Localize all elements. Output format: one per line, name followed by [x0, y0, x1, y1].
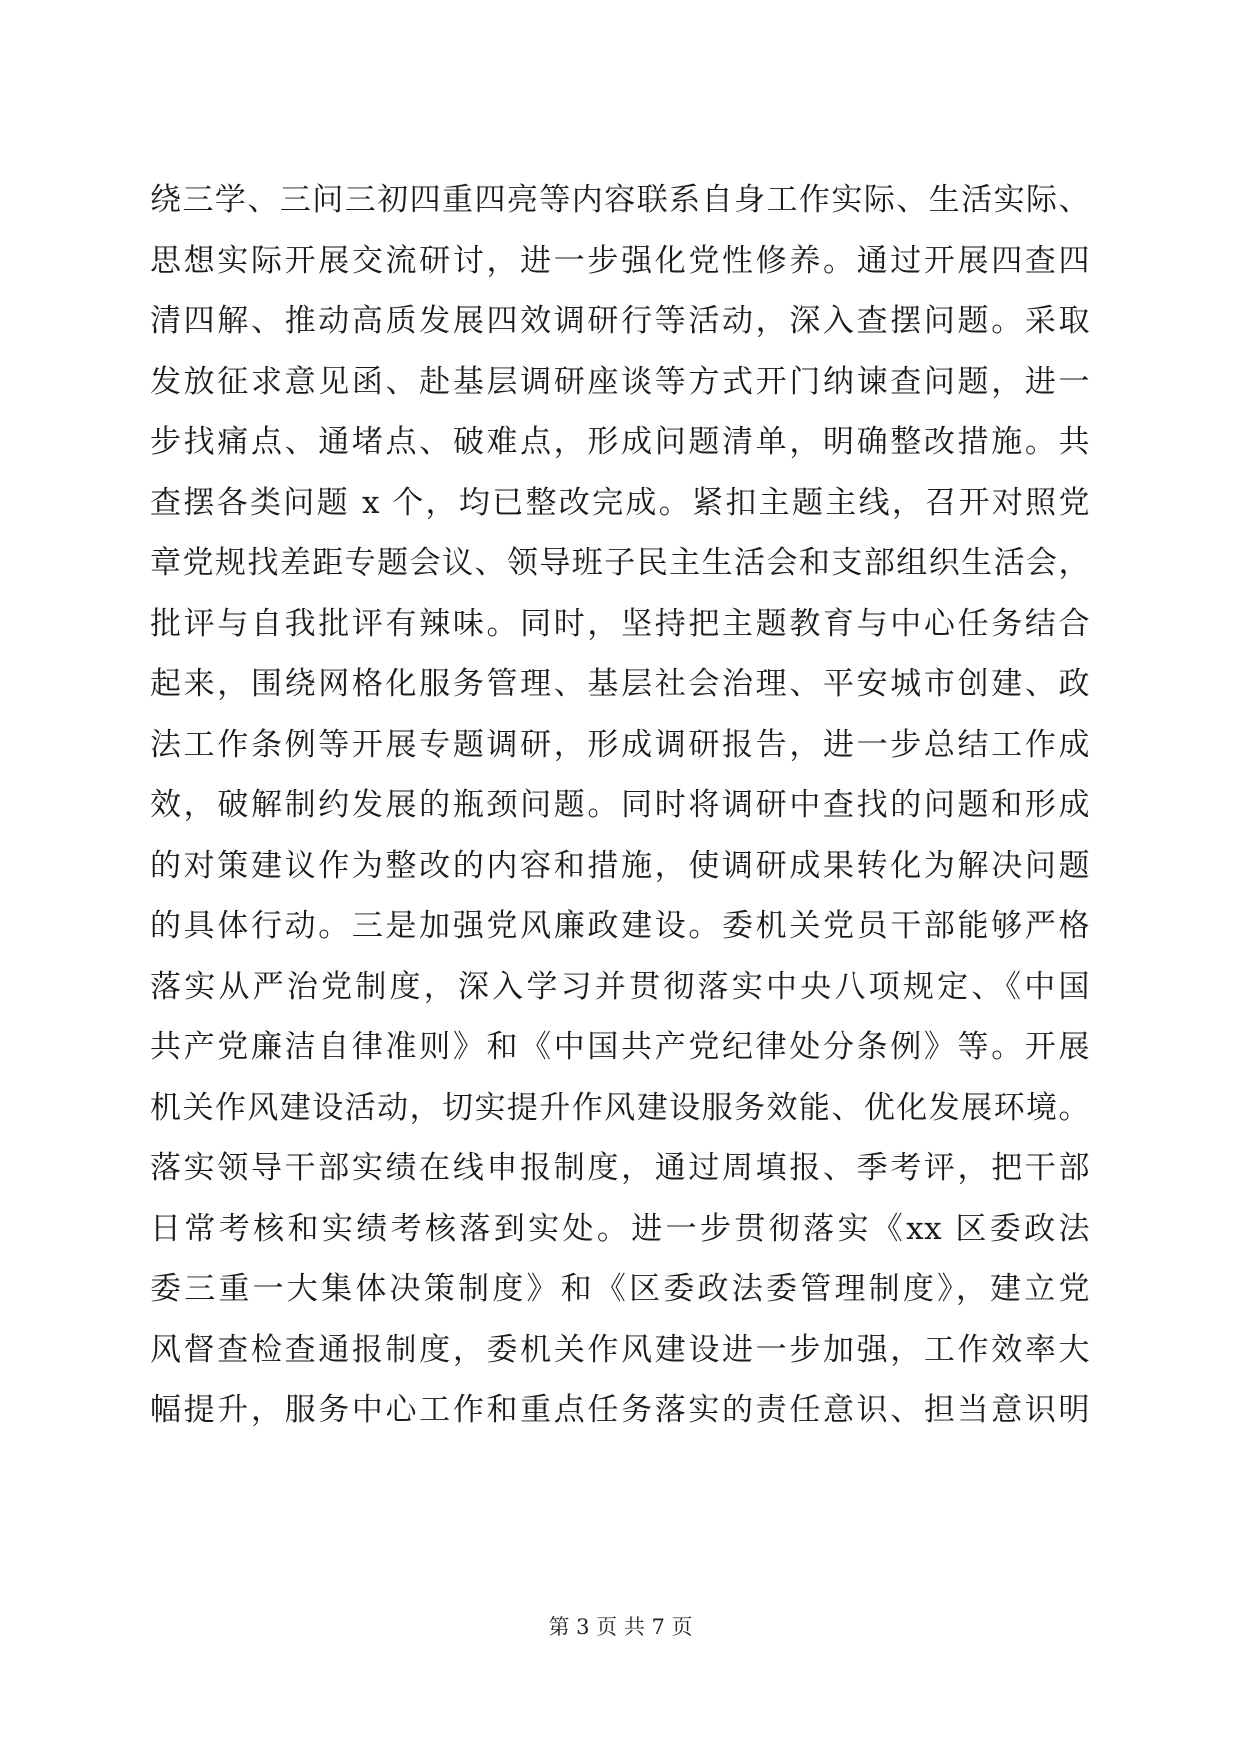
text-line: 步找痛点、通堵点、破难点，形成问题清单，明确整改措施。共	[150, 424, 1090, 460]
text-line: 思想实际开展交流研讨，进一步强化党性修养。通过开展四查四	[150, 242, 1090, 279]
text-line: 起来，围绕网格化服务管理、基层社会治理、平安城市创建、政	[150, 666, 1090, 702]
text-line: 批评与自我批评有辣味。同时，坚持把主题教育与中心任务结合	[150, 605, 1090, 642]
text-line: 落实领导干部实绩在线申报制度，通过周填报、季考评，把干部	[150, 1150, 1090, 1186]
text-line: 绕三学、三问三初四重四亮等内容联系自身工作实际、生活实际、	[150, 182, 1090, 218]
text-line: 共产党廉洁自律准则》和《中国共产党纪律处分条例》等。开展	[150, 1029, 1090, 1065]
text-line: 委三重一大集体决策制度》和《区委政法委管理制度》，建立党	[150, 1271, 1090, 1307]
text-line: 日常考核和实绩考核落到实处。进一步贯彻落实《xx 区委政法	[150, 1210, 1090, 1247]
page-number-footer: 第 3 页 共 7 页	[548, 1615, 693, 1639]
text-line: 落实从严治党制度，深入学习并贯彻落实中央八项规定、《中国	[150, 968, 1090, 1005]
text-line: 查摆各类问题 x 个，均已整改完成。紧扣主题主线，召开对照党	[150, 484, 1090, 521]
text-line: 风督查检查通报制度，委机关作风建设进一步加强，工作效率大	[150, 1331, 1090, 1368]
text-line: 机关作风建设活动，切实提升作风建设服务效能、优化发展环境。	[150, 1089, 1090, 1126]
text-line: 章党规找差距专题会议、领导班子民主生活会和支部组织生活会，	[150, 545, 1090, 581]
text-line: 的具体行动。三是加强党风廉政建设。委机关党员干部能够严格	[150, 908, 1090, 944]
text-line: 清四解、推动高质发展四效调研行等活动，深入查摆问题。采取	[150, 303, 1090, 339]
text-line: 效，破解制约发展的瓶颈问题。同时将调研中查找的问题和形成	[150, 787, 1090, 823]
text-line: 发放征求意见函、赴基层调研座谈等方式开门纳谏查问题，进一	[150, 363, 1090, 400]
text-line: 幅提升，服务中心工作和重点任务落实的责任意识、担当意识明	[150, 1392, 1090, 1428]
body-paragraph	[150, 170, 1090, 1441]
text-line: 的对策建议作为整改的内容和措施，使调研成果转化为解决问题	[150, 847, 1090, 884]
text-line: 法工作条例等开展专题调研，形成调研报告，进一步总结工作成	[150, 726, 1090, 763]
